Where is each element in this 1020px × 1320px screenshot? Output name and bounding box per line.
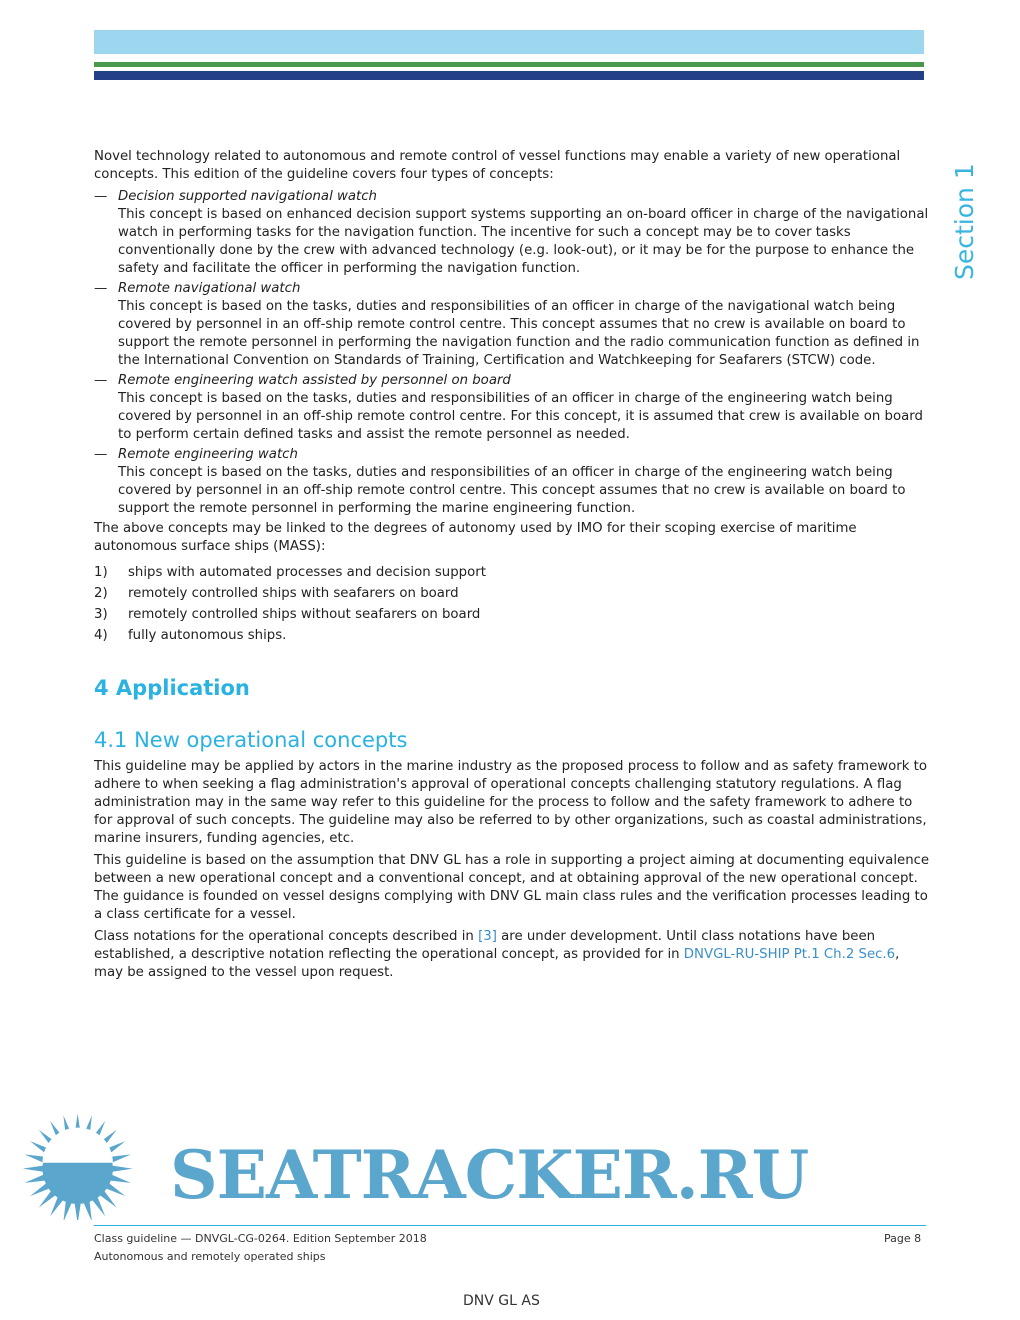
paragraph: This guideline is based on the assumption that DNV GL has a role in supporting a project aiming at documenting equivalence between a new operational concept and a conventional concept, and at obtaining approval of the new operational concept. The guidance is founded on vessel designs complying with DNV GL main class rules and the verification processes leading to a class certificate for a vessel.: [94, 853, 930, 922]
dash: —: [94, 373, 108, 388]
paragraph: This guideline may be applied by actors in the marine industry as the proposed process to follow and as safety framework to adhere to when seeking a flag administration's approval of operational concepts challenging statutory regulations. A flag administration may in the same way refer to this guideline for the process to follow and the safety framework to adhere to for approval of such concepts. The guideline may also be referred to by other organizations, such as coastal administrations, marine insurers, funding agencies, etc.: [94, 759, 928, 846]
reference-link[interactable]: [3]: [478, 929, 497, 944]
text: , may be assigned to the vessel upon request.: [94, 947, 900, 980]
heading-application: 4 Application: [94, 676, 250, 700]
header-band-light-blue: [94, 30, 924, 54]
dash: —: [94, 189, 108, 204]
mass-list: [94, 564, 930, 648]
mass-intro: The above concepts may be linked to the degrees of autonomy used by IMO for their scoping exercise of maritime autonomous surface ships (MASS):: [94, 521, 857, 554]
concept-text: This concept is based on the tasks, duties and responsibilities of an officer in charge of the engineering watch being covered by personnel in an off-ship remote control centre. This concept assumes that no crew is available on board to support the remote personnel in performing the marine engineering function.: [118, 465, 906, 516]
header-band-green: [94, 62, 924, 67]
list-item: [94, 627, 930, 648]
list-text: remotely controlled ships with seafarers on board: [128, 586, 459, 601]
list-text: fully autonomous ships.: [128, 628, 287, 643]
list-item: [94, 280, 930, 298]
text: are under development. Until class notations have been established, a descriptive notation reflecting the operational concept, as provided for in: [94, 929, 876, 962]
list-number: 1): [94, 565, 108, 580]
list-number: 3): [94, 607, 108, 622]
concept-list: [94, 188, 930, 518]
list-text: remotely controlled ships without seafarers on board: [128, 607, 481, 622]
concept-title: Remote engineering watch: [118, 447, 298, 462]
list-number: 4): [94, 628, 108, 643]
list-item: [94, 188, 930, 206]
concept-text: This concept is based on the tasks, duties and responsibilities of an officer in charge of the engineering watch being covered by personnel in an off-ship remote control centre. For this concept, it is assumed that crew is available on board to perform certain defined tasks and assist the remote personnel as needed.: [118, 391, 923, 442]
footer-subtitle: Autonomous and remotely operated ships: [94, 1250, 326, 1263]
sun-ray: [74, 1202, 81, 1220]
paragraph: [94, 928, 930, 982]
rule-reference-link[interactable]: DNVGL-RU-SHIP Pt.1 Ch.2 Sec.6: [683, 947, 896, 962]
page-number: Page 8: [884, 1232, 922, 1245]
concept-title: Decision supported navigational watch: [118, 189, 377, 204]
concept-title: Remote navigational watch: [118, 281, 301, 296]
intro-paragraph: Novel technology related to autonomous and remote control of vessel functions may enable a variety of new operational concepts. This edition of the guideline covers four types of concepts:: [94, 149, 901, 182]
list-item: [94, 372, 930, 390]
heading-new-operational-concepts: 4.1 New operational concepts: [94, 728, 408, 752]
header-band-navy: [94, 71, 924, 80]
list-item: [94, 564, 930, 585]
sun-logo-icon: [0, 1110, 170, 1220]
footer-company: DNV GL AS: [463, 1293, 540, 1309]
section-tab: Section 1: [950, 163, 979, 280]
list-item: [94, 585, 930, 606]
footer-divider: [94, 1225, 926, 1226]
text: Class notations for the operational concepts described in: [94, 929, 479, 944]
footer-document-title: Class guideline — DNVGL-CG-0264. Edition September 2018: [94, 1232, 427, 1245]
list-item: [94, 606, 930, 627]
list-text: ships with automated processes and decision support: [128, 565, 486, 580]
concept-title: Remote engineering watch assisted by personnel on board: [118, 373, 511, 388]
list-number: 2): [94, 586, 108, 601]
page-content: [94, 148, 930, 986]
watermark: SEATRACKER.RU: [170, 1136, 809, 1214]
sun-ray: [111, 1165, 133, 1172]
concept-text: This concept is based on enhanced decision support systems supporting an on-board officer in charge of the navigational watch in performing tasks for the navigation function. The incentive for such a concept may be to cover tasks conventionally done by the crew with advanced technology (e.g. look-out), or it may be for the purpose to enhance the safety and facilitate the officer in performing the navigation function.: [118, 207, 929, 276]
dash: —: [94, 281, 108, 296]
dash: —: [94, 447, 108, 462]
sun-ray: [23, 1165, 45, 1172]
concept-text: This concept is based on the tasks, duties and responsibilities of an officer in charge of the navigational watch being covered by personnel in an off-ship remote control centre. This concept assumes that no crew is available on board to support the remote personnel in performing the navigation function and the radio communication function as defined in the International Convention on Standards of Training, Certification and Watchkeeping for Seafarers (STCW) code.: [118, 299, 920, 368]
list-item: [94, 446, 930, 464]
